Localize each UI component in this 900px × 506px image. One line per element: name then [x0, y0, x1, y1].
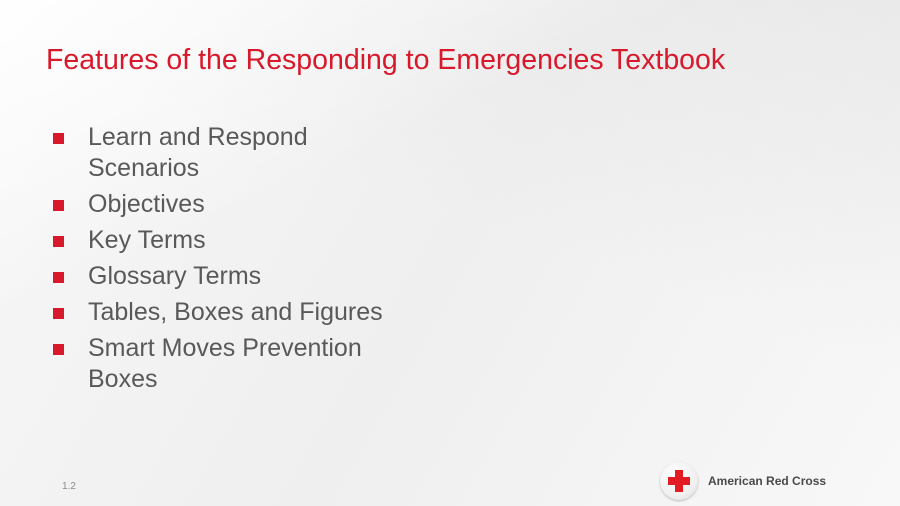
- square-bullet-icon: [53, 308, 64, 319]
- bullet-text: Glossary Terms: [88, 262, 262, 290]
- bullet-item: [52, 333, 422, 395]
- page-number: 1.2: [62, 481, 76, 492]
- square-bullet-icon: [53, 200, 64, 211]
- square-bullet-icon: [53, 236, 64, 247]
- bullet-text: Learn and Respond: [88, 123, 308, 151]
- bullet-item: [52, 261, 422, 292]
- bullet-list: [52, 122, 422, 400]
- bullet-text: Smart Moves Prevention: [88, 334, 362, 362]
- bullet-text: Objectives: [88, 190, 205, 218]
- red-cross-icon: [660, 462, 698, 500]
- square-bullet-icon: [53, 272, 64, 283]
- bullet-item: [52, 189, 422, 220]
- bullet-text-continued: Boxes: [88, 365, 158, 393]
- bullet-text: Key Terms: [88, 226, 206, 254]
- slide-title: Features of the Responding to Emergencies Textbook: [46, 44, 726, 76]
- square-bullet-icon: [53, 344, 64, 355]
- bullet-item: [52, 122, 422, 184]
- square-bullet-icon: [53, 133, 64, 144]
- bullet-text-continued: Scenarios: [88, 154, 200, 182]
- bullet-item: [52, 225, 422, 256]
- american-red-cross-logo: [660, 462, 826, 500]
- logo-text: American Red Cross: [708, 474, 827, 488]
- bullet-item: [52, 297, 422, 328]
- bullet-text: Tables, Boxes and Figures: [88, 298, 383, 326]
